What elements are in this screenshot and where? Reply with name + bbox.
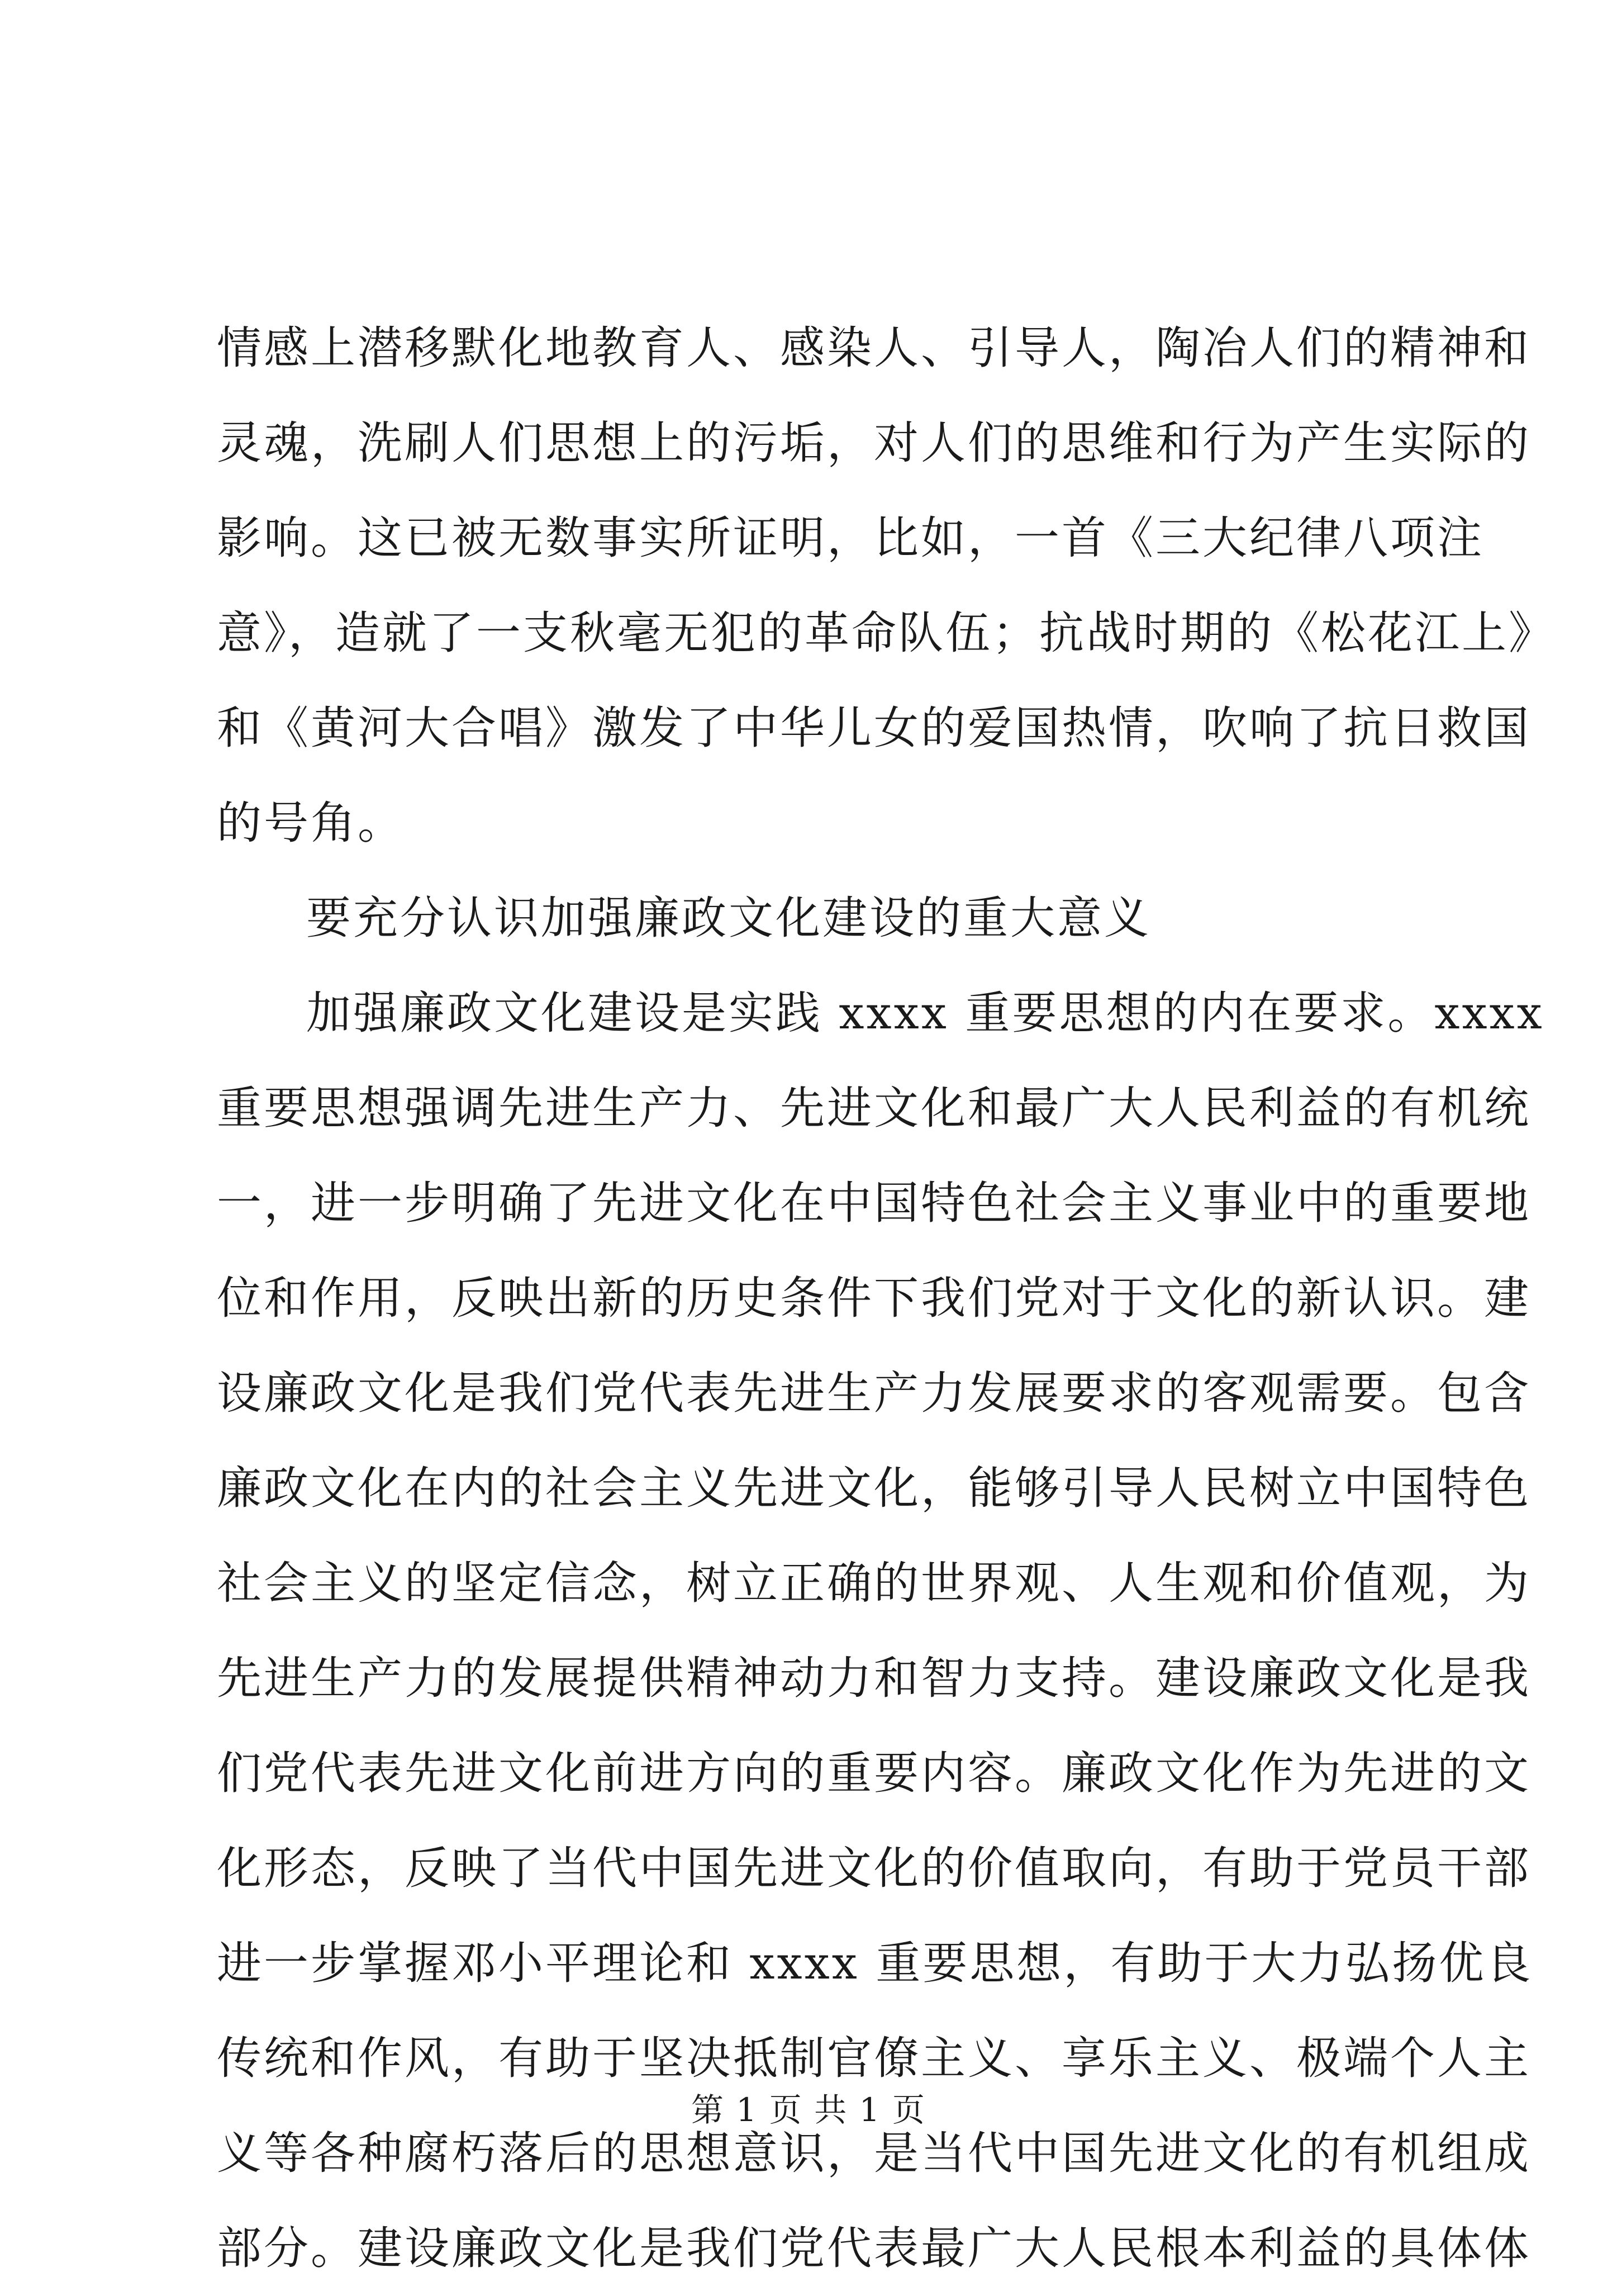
text-line: 部分。建设廉政文化是我们党代表最广大人民根本利益的具体体 [217,2222,1531,2274]
text-line: 意》，造就了一支秋毫无犯的革命队伍；抗战时期的《松花江上》 [217,607,1556,659]
text-line: 设廉政文化是我们党代表先进生产力发展要求的客观需要。包含 [217,1367,1531,1419]
text-line: 灵魂，洗刷人们思想上的污垢，对人们的思维和行为产生实际的 [217,417,1531,469]
page-footer: 第 1 页 共 1 页 [691,2091,926,2129]
text-line: 化形态，反映了当代中国先进文化的价值取向，有助于党员干部 [217,1842,1531,1894]
text-line: 位和作用，反映出新的历史条件下我们党对于文化的新认识。建 [217,1272,1531,1324]
text-line: 先进生产力的发展提供精神动力和智力支持。建设廉政文化是我 [217,1652,1531,1704]
text-line: 和《黄河大合唱》激发了中华儿女的爱国热情，吹响了抗日救国 [217,702,1531,754]
text-line: 义等各种腐朽落后的思想意识，是当代中国先进文化的有机组成 [217,2127,1531,2179]
text-line: 影响。这已被无数事实所证明，比如，一首《三大纪律八项注 [217,512,1484,564]
text-line: 进一步掌握邓小平理论和 xxxx 重要思想，有助于大力弘扬优良 [217,1937,1533,1989]
text-line: 社会主义的坚定信念，树立正确的世界观、人生观和价值观，为 [217,1557,1531,1609]
paragraph-start: 加强廉政文化建设是实践 xxxx 重要思想的内在要求。xxxx [306,987,1544,1039]
text-line: 的号角。 [217,797,405,849]
text-line: 重要思想强调先进生产力、先进文化和最广大人民利益的有机统 [217,1082,1531,1134]
text-line: 们党代表先进文化前进方向的重要内容。廉政文化作为先进的文 [217,1747,1531,1799]
section-heading: 要充分认识加强廉政文化建设的重大意义 [306,892,1151,944]
text-line: 廉政文化在内的社会主义先进文化，能够引导人民树立中国特色 [217,1462,1531,1514]
text-line: 一，进一步明确了先进文化在中国特色社会主义事业中的重要地 [217,1177,1531,1229]
text-line: 情感上潜移默化地教育人、感染人、引导人，陶冶人们的精神和 [217,322,1531,374]
text-line: 传统和作风，有助于坚决抵制官僚主义、享乐主义、极端个人主 [217,2032,1531,2084]
body-text [217,301,1556,2296]
